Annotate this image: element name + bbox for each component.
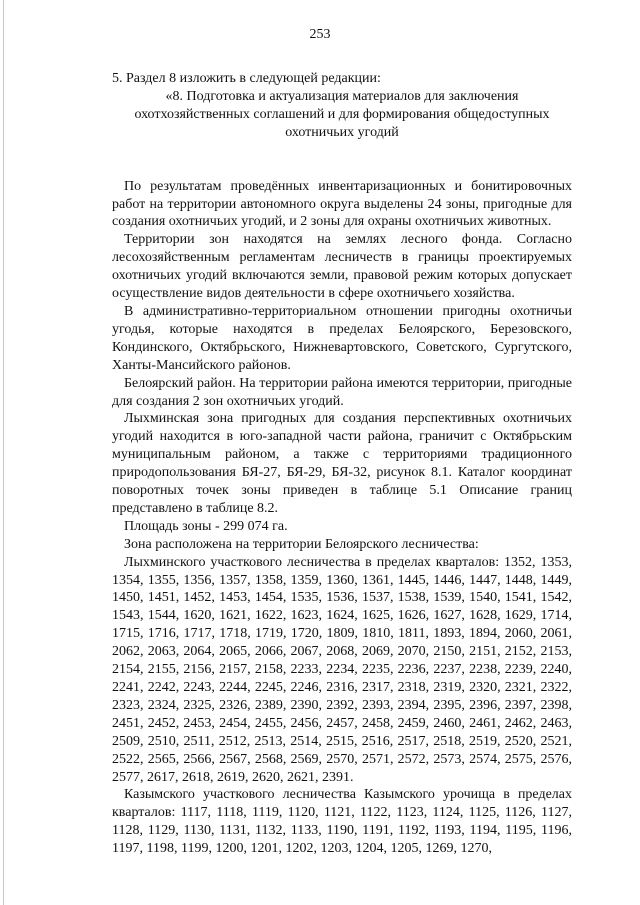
paragraph-beloyarsky-district: Белоярский район. На территории района имеются территории, пригодные для создания 2 зон охотничьих угодий. — [112, 375, 572, 409]
section-title-line: охотничьих угодий — [285, 124, 399, 140]
paragraph-zone-location: Зона расположена на территории Белоярского лесничества: — [124, 536, 479, 552]
paragraph-survey-results: По результатам проведённых инвентаризационных и бонитировочных работ на территории автономного округа выделены 24 зоны, пригодные для создания охотничьих угодий, и 2 зоны для охраны охотничьих животных. — [112, 178, 572, 230]
paragraph-forest-lands: Территории зон находятся на землях лесного фонда. Согласно лесохозяйственным регламентам лесничеств в границы проектируемых охотничьих угодий включаются земли, правовой режим которых допускает осуществление видов деятельности в сфере охотничьего хозяйства. — [112, 232, 572, 302]
document-body — [112, 70, 572, 858]
paragraph-kazymsky-quarters: Казымского участкового лесничества Казымского урочища в пределах кварталов: 1117, 1118, 1119, 1120, 1121, 1122, 1123, 1124, 1125, 1126, 1127, 1128, 1129, 1130, 1131, 1132, 1133, 1190, 1191, 1192, 1193, 1194, 1195, 1196, 1197, 1198, 1199, 1200, 1201, 1202, 1203, 1204, 1205, 1269, 1270, — [112, 787, 572, 857]
section-title — [112, 88, 572, 142]
section-instruction: 5. Раздел 8 изложить в следующей редакции: — [112, 71, 381, 86]
paragraph-zone-area: Площадь зоны - 299 074 га. — [124, 518, 288, 534]
paragraph-lykhminsky-quarters: Лыхминского участкового лесничества в пределах кварталов: 1352, 1353, 1354, 1355, 1356, 1357, 1358, 1359, 1360, 1361, 1445, 1446, 1447, 1448, 1449, 1450, 1451, 1452, 1453, 1454, 1535, 1536, 1537, 1538, 1539, 1540, 1541, 1542, 1543, 1544, 1620, 1621, 1622, 1623, 1624, 1625, 1626, 1627, 1628, 1629, 1714, 1715, 1716, 1717, 1718, 1719, 1720, 1809, 1810, 1811, 1893, 1894, 2060, 2061, 2062, 2063, 2064, 2065, 2066, 2067, 2068, 2069, 2070, 2150, 2151, 2152, 2153, 2154, 2155, 2156, 2157, 2158, 2233, 2234, 2235, 2236, 2237, 2238, 2239, 2240, 2241, 2242, 2243, 2244, 2245, 2246, 2316, 2317, 2318, 2319, 2320, 2321, 2322, 2323, 2324, 2325, 2326, 2389, 2390, 2392, 2393, 2394, 2395, 2396, 2397, 2398, 2451, 2452, 2453, 2454, 2455, 2456, 2457, 2458, 2459, 2460, 2461, 2462, 2463, 2509, 2510, 2511, 2512, 2513, 2514, 2515, 2516, 2517, 2518, 2519, 2520, 2521, 2522, 2565, 2566, 2567, 2568, 2569, 2570, 2571, 2572, 2573, 2574, 2575, 2576, 2577, 2617, 2618, 2619, 2620, 2621, 2391. — [112, 554, 572, 785]
section-title-line: «8. Подготовка и актуализация материалов для заключения — [165, 88, 519, 104]
paragraph-districts: В административно-территориальном отношении пригодны охотничьи угодья, которые находятся в пределах Белоярского, Березовского, Кондинского, Октябрьского, Нижневартовского, Советского, Сургутского, Ханты-Мансийского районов. — [112, 303, 572, 373]
scan-edge-line — [3, 0, 4, 905]
paragraph-lykhminskaya-zone: Лыхминская зона пригодных для создания перспективных охотничьих угодий находится в юго-западной части района, граничит с Октябрьским муниципальным районом, а также с территориями традиционного природопользования БЯ-27, БЯ-29, БЯ-32, рисунок 8.1. Каталог координат поворотных точек зоны приведен в таблице 5.1 Описание границ представлено в таблице 8.2. — [112, 411, 572, 516]
page-number: 253 — [309, 27, 331, 42]
spacer — [112, 142, 572, 178]
section-title-line: охотхозяйственных соглашений и для формирования общедоступных — [134, 106, 550, 122]
